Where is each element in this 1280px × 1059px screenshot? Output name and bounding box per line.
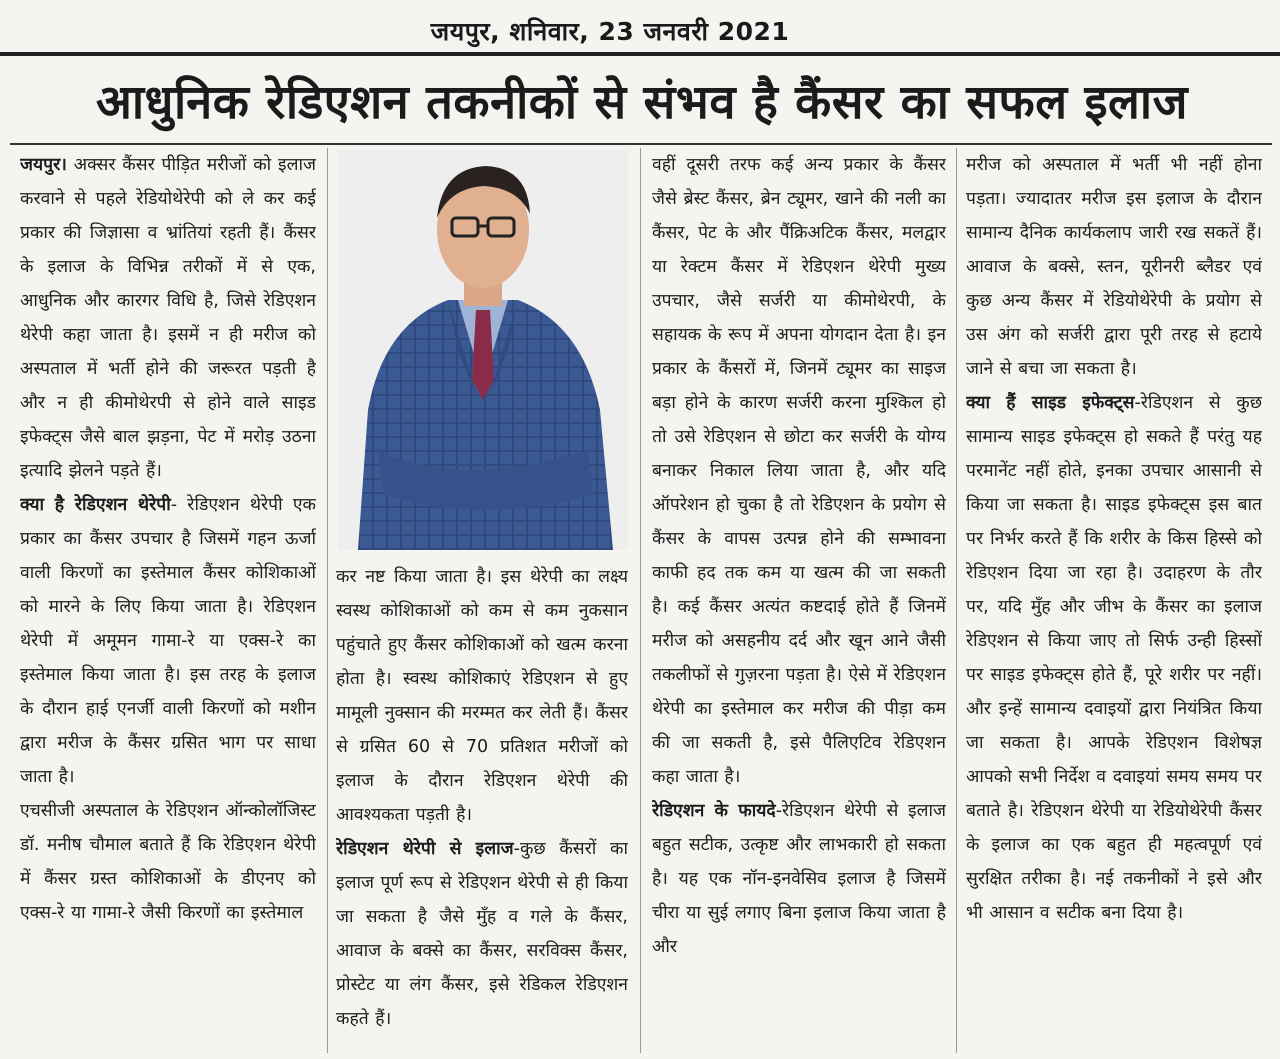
headline-rule (10, 143, 1272, 145)
paragraph (966, 148, 1262, 386)
headline: आधुनिक रेडिएशन तकनीकों से संभव है कैंसर का सफल इलाज (96, 75, 1188, 130)
subheading: क्या हैं साइड इफेक्ट्स (966, 393, 1135, 413)
paragraph (20, 148, 316, 488)
paragraph-text: एचसीजी अस्पताल के रेडिएशन ऑन्कोलॉजिस्ट डॉ. मनीष चौमाल बताते हैं कि रेडिएशन थेरेपी में कैंसर ग्रस्त कोशिकाओं के डीएनए को एक्स-रे या गामा-रे जैसी किरणों का इस्तेमाल (20, 801, 316, 923)
column-divider (327, 148, 328, 1053)
paragraph-text: -कुछ कैंसरों का इलाज पूर्ण रूप से रेडिएशन थेरेपी से ही किया जा सकता है जैसे मुँह व गले के कैंसर, आवाज के बक्से का कैंसर, सरविक्स कैंसर, प्रोस्टेट या लंग कैंसर, इसे रेडिकल रेडिएशन कहते हैं। (336, 839, 628, 1029)
paragraph (20, 794, 316, 930)
paragraph-text: कर नष्ट किया जाता है। इस थेरेपी का लक्ष्य स्वस्थ कोशिकाओं को कम से कम नुकसान पहुंचाते हुए कैंसर कोशिकाओं को खत्म करना होता है। स्वस्थ कोशिकाएं रेडिएशन से हुए मामूली नुक्सान की मरम्मत कर लेती हैं। कैंसर से ग्रसित 60 से 70 प्रतिशत मरीजों को इलाज के दौरान रेडिएशन थेरेपी की आवश्यकता पड़ती है। (336, 567, 628, 825)
article-column-1 (20, 148, 316, 1053)
subheading: रेडिएशन थेरेपी से इलाज (336, 839, 514, 859)
article-column-4 (966, 148, 1262, 1053)
paragraph (336, 560, 628, 832)
paragraph-text: - रेडिएशन थेरेपी एक प्रकार का कैंसर उपचार है जिसमें गहन ऊर्जा वाली किरणों का इस्तेमाल कैंसर कोशिकाओं को मारने के लिए किया जाता है। रेडिएशन थेरेपी में अमूमन गामा-रे या एक्स-रे का इस्तेमाल किया जाता है। इस तरह के इलाज के दौरान हाई एनर्जी वाली किरणों को मशीन द्वारा मरीज के कैंसर ग्रसित भाग पर साधा जाता है। (20, 495, 316, 787)
paragraph (20, 488, 316, 794)
portrait-illustration (338, 150, 628, 550)
paragraph-text: -रेडिएशन थेरेपी से इलाज बहुत सटीक, उत्कृष्ट और लाभकारी हो सकता है। यह एक नॉन-इनवेसिव इलाज है जिसमें चीरा या सुई लगाए बिना इलाज किया जाता है और (652, 801, 946, 957)
paragraph (652, 148, 946, 794)
paragraph-text: अक्सर कैंसर पीड़ित मरीजों को इलाज करवाने से पहले रेडियोथेरेपी को ले कर कई प्रकार की जिज्ञासा व भ्रांतियां रहती हैं। कैंसर के इलाज के विभिन्न तरीकों में से एक, आधुनिक और कारगर विधि है, जिसे रेडिएशन थेरेपी कहा जाता है। इसमें न ही मरीज को अस्पताल में भर्ती होने की जरूरत पड़ती है और न ही कीमोथेरपी से होने वाले साइड इफेक्ट्स जैसे बाल झड़ना, पेट में मरोड़ उठना इत्यादि झेलने पड़ते हैं। (20, 155, 316, 481)
article-column-2 (336, 560, 628, 1055)
subheading: क्या है रेडिएशन थेरेपी (20, 495, 171, 515)
paragraph (652, 794, 946, 964)
column-divider (956, 148, 957, 1053)
paragraph (966, 386, 1262, 930)
top-rule (0, 52, 1280, 56)
doctor-photo (338, 150, 628, 550)
column-divider (640, 148, 641, 1053)
dateline-lead: जयपुर। (20, 155, 67, 175)
paragraph-text: -रेडिएशन से कुछ सामान्य साइड इफेक्ट्स हो सकते हैं परंतु यह परमानेंट नहीं होते, इनका उपचार आसानी से किया जा सकता है। साइड इफेक्ट्स इस बात पर निर्भर करते हैं कि शरीर के किस हिस्से को रेडिएशन दिया जा रहा है। उदाहरण के तौर पर, यदि मुँह और जीभ के कैंसर का इलाज रेडिएशन से किया जाए तो सिर्फ उन्ही हिस्सों पर साइड इफेक्ट्स होते हैं, पूरे शरीर पर नहीं। और इन्हें सामान्य दवाइयों द्वारा नियंत्रित किया जा सकता है। आपके रेडिएशन विशेषज्ञ आपको सभी निर्देश व दवाइयां समय समय पर बताते है। रेडिएशन थेरेपी या रेडियोथेरेपी कैंसर के इलाज का एक बहुत ही महत्वपूर्ण एवं सुरक्षित तरीका है। नई तकनीकों ने इसे और भी आसान व सटीक बना दिया है। (966, 393, 1262, 923)
subheading: रेडिएशन के फायदे (652, 801, 776, 821)
dateline: जयपुर, शनिवार, 23 जनवरी 2021 (430, 17, 790, 46)
article-column-3 (652, 148, 946, 1053)
paragraph (336, 832, 628, 1036)
paragraph-text: वहीं दूसरी तरफ कई अन्य प्रकार के कैंसर जैसे ब्रेस्ट कैंसर, ब्रेन ट्यूमर, खाने की नली का कैंसर, पेट के और पैंक्रिअटिक कैंसर, मलद्वार या रेक्टम कैंसर में रेडिएशन थेरेपी मुख्य उपचार, जैसे सर्जरी या कीमोथेरपी, के सहायक के रूप में अपना योगदान देता है। इन प्रकार के कैंसरों में, जिनमें ट्यूमर का साइज बड़ा होने के कारण सर्जरी करना मुश्किल हो तो उसे रेडिएशन से छोटा कर सर्जरी के योग्य बनाकर निकाल लिया जाता है, और यदि ऑपरेशन हो चुका है तो रेडिएशन के प्रयोग से कैंसर के वापस उत्पन्न होने की सम्भावना काफी हद तक कम या खत्म की जा सकती है। कई कैंसर अत्यंत कष्टदाई होते हैं जिनमें मरीज को असहनीय दर्द और खून आने जैसी तकलीफों से गुज़रना पड़ता है। ऐसे में रेडिएशन थेरेपी का इस्तेमाल कर मरीज की पीड़ा कम की जा सकती है, इसे पैलिएटिव रेडिएशन कहा जाता है। (652, 155, 946, 787)
paragraph-text: मरीज को अस्पताल में भर्ती भी नहीं होना पड़ता। ज्यादातर मरीज इस इलाज के दौरान सामान्य दैनिक कार्यकलाप जारी रख सकतें हैं। आवाज के बक्से, स्तन, यूरीनरी ब्लैडर एवं कुछ अन्य कैंसर में रेडियोथेरेपी के प्रयोग से उस अंग को सर्जरी द्वारा पूरी तरह से हटाये जाने से बचा जा सकता है। (966, 155, 1262, 379)
